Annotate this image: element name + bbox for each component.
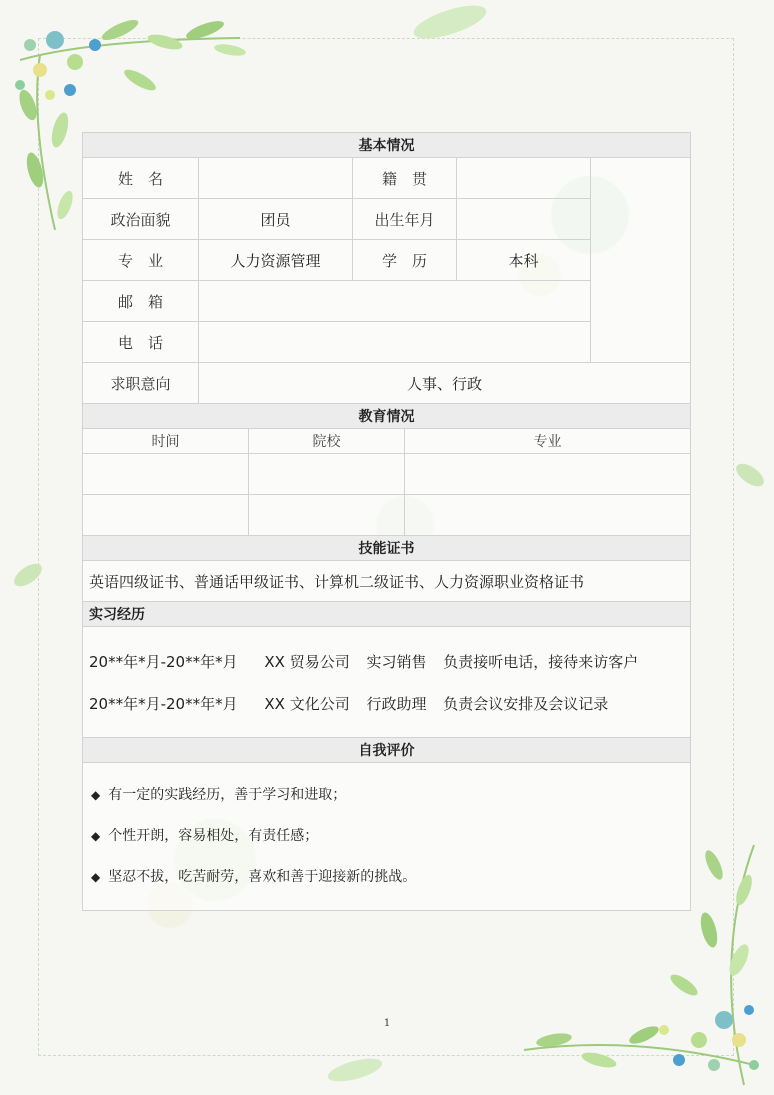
education-cell-time[interactable] [83, 495, 249, 536]
birth-date-label: 出生年月 [353, 199, 457, 240]
name-label: 姓 名 [83, 158, 199, 199]
self-eval-item [91, 775, 682, 816]
self-eval-list[interactable] [83, 763, 691, 911]
email-value[interactable] [199, 281, 591, 322]
internship-list[interactable] [83, 627, 691, 738]
degree-value[interactable]: 本科 [457, 240, 591, 281]
internship-period: 20**年*月-20**年*月 [89, 695, 238, 713]
education-header-time: 时间 [83, 429, 249, 454]
education-cell-school[interactable] [249, 495, 405, 536]
major-label: 专 业 [83, 240, 199, 281]
self-eval-text: 个性开朗，容易相处，有责任感； [108, 828, 319, 844]
skills-text[interactable]: 英语四级证书、普通话甲级证书、计算机二级证书、人力资源职业资格证书 [83, 561, 691, 602]
page-number: 1 [383, 1018, 391, 1029]
internship-role: 实习销售 [366, 653, 427, 671]
education-cell-major[interactable] [405, 495, 691, 536]
internship-item [89, 641, 684, 683]
job-intent-label: 求职意向 [83, 363, 199, 404]
self-eval-text: 有一定的实践经历，善于学习和进取； [108, 787, 347, 803]
native-place-label: 籍 贯 [353, 158, 457, 199]
education-cell-major[interactable] [405, 454, 691, 495]
self-eval-item [91, 857, 682, 898]
internship-role: 行政助理 [366, 695, 427, 713]
job-intent-value[interactable]: 人事、行政 [199, 363, 691, 404]
internship-section-title: 实习经历 [83, 602, 691, 627]
internship-period: 20**年*月-20**年*月 [89, 653, 238, 671]
leaf-bottom-icon [320, 1050, 390, 1090]
education-header-major: 专业 [405, 429, 691, 454]
internship-company: XX 贸易公司 [264, 653, 350, 671]
education-header-school: 院校 [249, 429, 405, 454]
native-place-value[interactable] [457, 158, 591, 199]
birth-date-value[interactable] [457, 199, 591, 240]
education-cell-time[interactable] [83, 454, 249, 495]
basic-section-title: 基本情况 [83, 133, 691, 158]
political-status-label: 政治面貌 [83, 199, 199, 240]
phone-value[interactable] [199, 322, 591, 363]
leaf-left-icon [8, 555, 48, 595]
internship-duty: 负责接听电话，接待来访客户 [443, 653, 639, 671]
self-eval-section-title: 自我评价 [83, 738, 691, 763]
internship-duty: 负责会议安排及会议记录 [443, 695, 609, 713]
internship-company: XX 文化公司 [264, 695, 350, 713]
leaf-right-icon [730, 455, 770, 495]
political-status-value[interactable]: 团员 [199, 199, 353, 240]
education-section-title: 教育情况 [83, 404, 691, 429]
internship-item [89, 683, 684, 725]
resume-table [82, 132, 691, 911]
self-eval-item [91, 816, 682, 857]
self-eval-text: 坚忍不拔，吃苦耐劳，喜欢和善于迎接新的挑战。 [108, 869, 417, 885]
diamond-bullet-icon: ◆ [91, 870, 101, 884]
diamond-bullet-icon: ◆ [91, 829, 101, 843]
diamond-bullet-icon: ◆ [91, 788, 101, 802]
education-cell-school[interactable] [249, 454, 405, 495]
leaf-top-right-icon [400, 0, 500, 50]
phone-label: 电 话 [83, 322, 199, 363]
major-value[interactable]: 人力资源管理 [199, 240, 353, 281]
name-value[interactable] [199, 158, 353, 199]
photo-box[interactable] [591, 158, 691, 363]
degree-label: 学 历 [353, 240, 457, 281]
email-label: 邮 箱 [83, 281, 199, 322]
skills-section-title: 技能证书 [83, 536, 691, 561]
